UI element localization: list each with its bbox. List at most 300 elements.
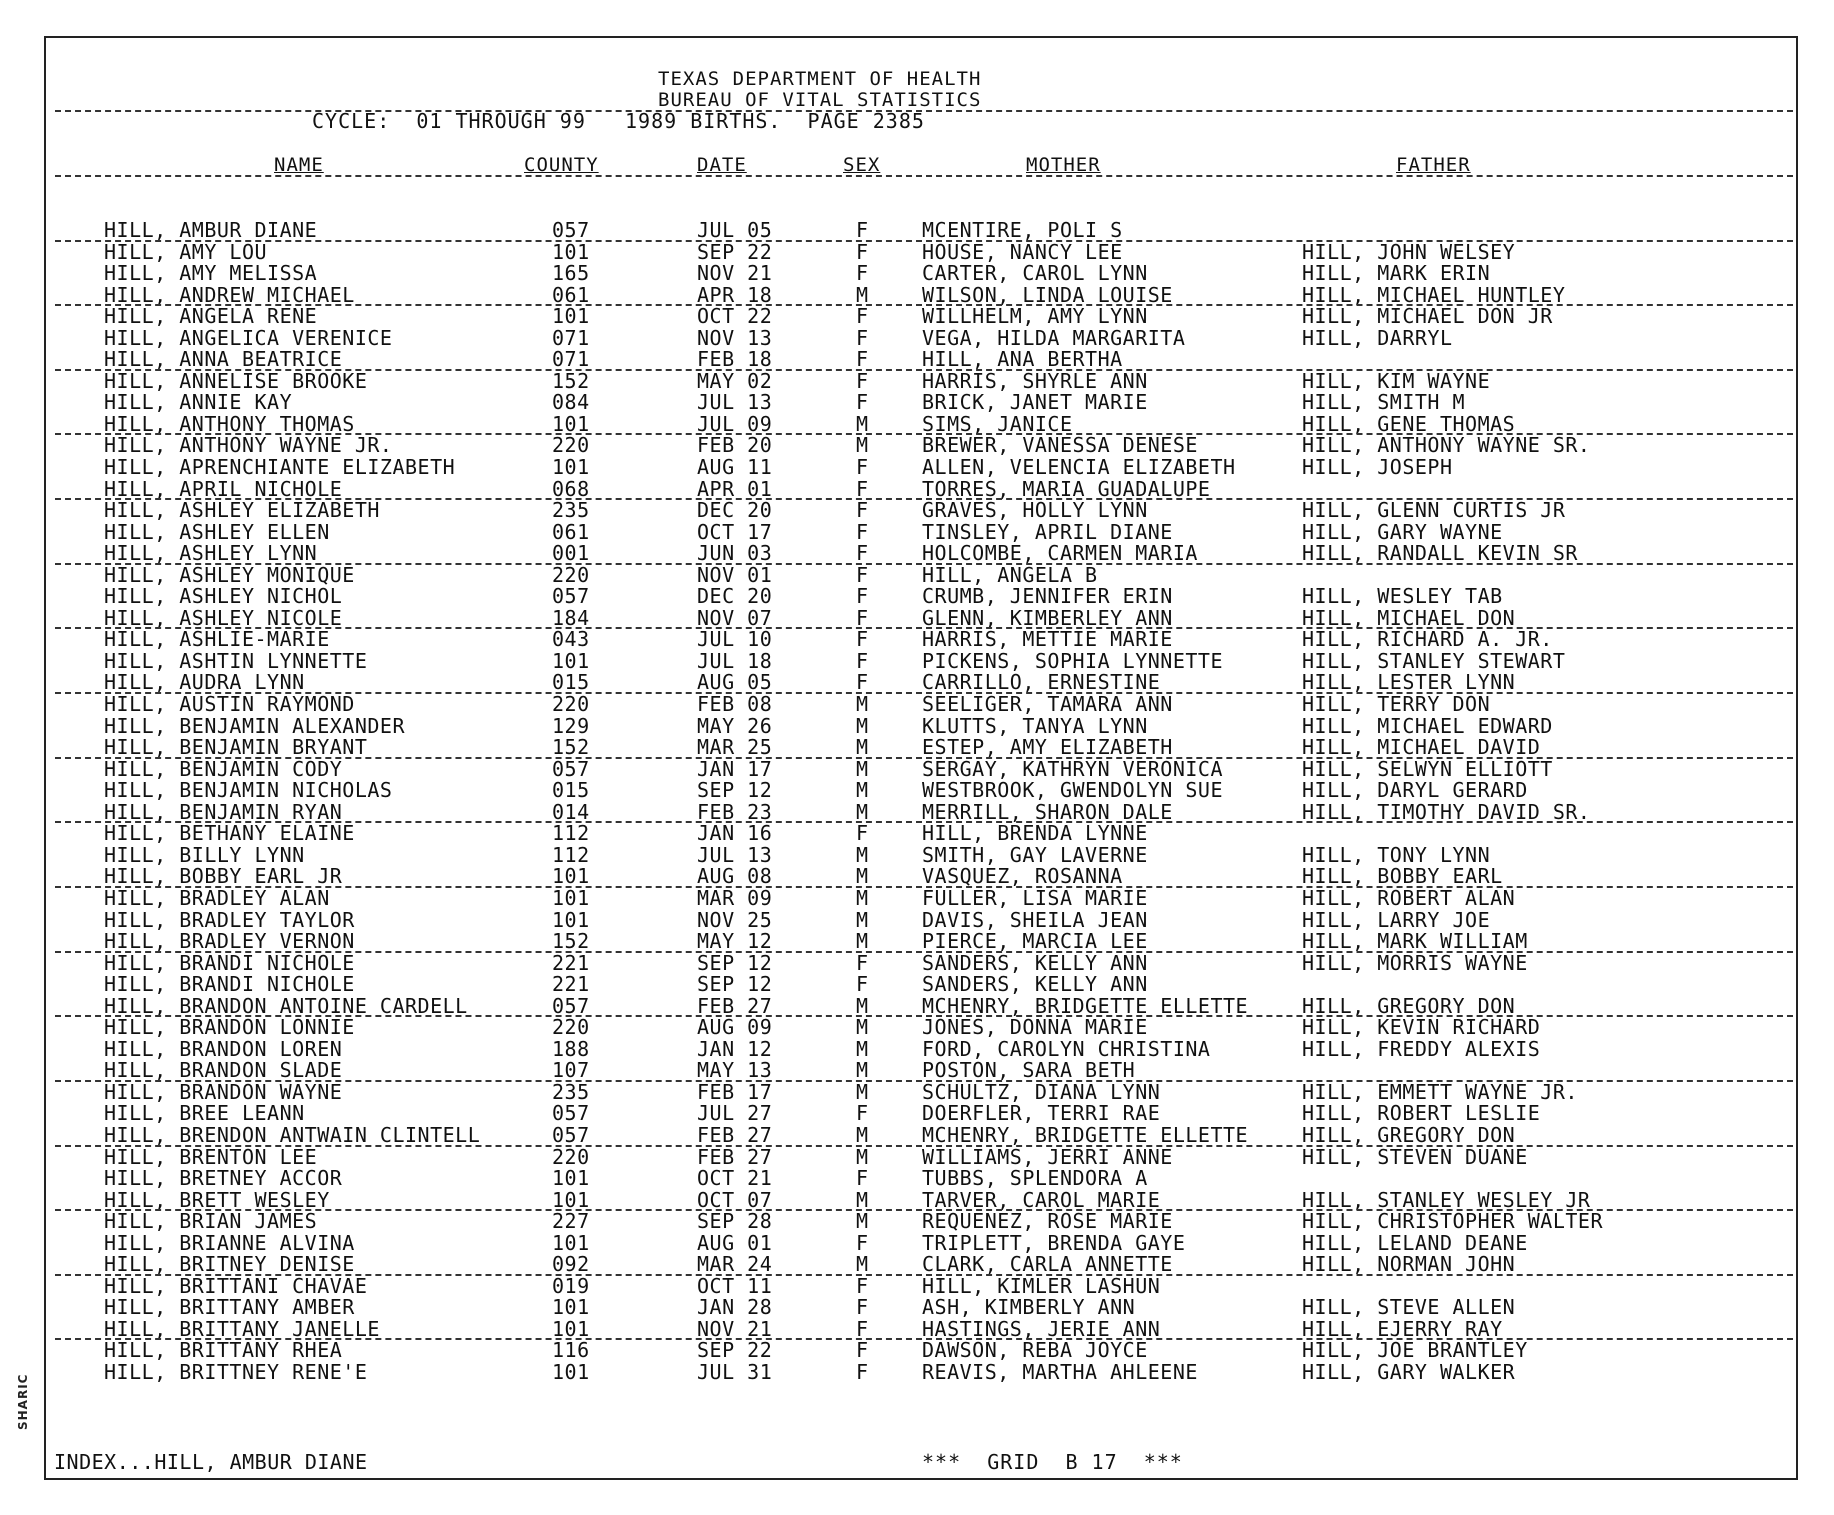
cell-sex: M bbox=[856, 692, 869, 717]
cell-date: MAR 25 bbox=[697, 735, 773, 760]
cell-mother: MCENTIRE, POLI S bbox=[922, 218, 1123, 242]
cell-mother: FULLER, LISA MARIE bbox=[922, 885, 1148, 910]
table-row bbox=[0, 737, 1834, 759]
cell-father: HILL, TIMOTHY DAVID SR. bbox=[1302, 799, 1591, 824]
table-row bbox=[0, 1079, 1834, 1104]
cell-sex: F bbox=[856, 670, 869, 695]
cell-name: HILL, AMY LOU bbox=[104, 239, 268, 264]
cell-sex: F bbox=[856, 239, 869, 264]
column-header-father: FATHER bbox=[1396, 154, 1471, 176]
cell-county: 014 bbox=[552, 799, 590, 824]
cell-name: HILL, BRADLEY ALAN bbox=[104, 885, 330, 910]
table-row bbox=[0, 885, 1834, 910]
cell-father: HILL, WESLEY TAB bbox=[1302, 584, 1503, 609]
cell-father: HILL, LARRY JOE bbox=[1302, 907, 1491, 932]
cell-name: HILL, AMY MELISSA bbox=[104, 261, 318, 286]
cell-sex: F bbox=[856, 476, 869, 501]
cell-county: 101 bbox=[552, 885, 590, 910]
table-row bbox=[0, 629, 1834, 651]
cell-date: FEB 17 bbox=[697, 1079, 773, 1104]
cell-date: APR 18 bbox=[697, 282, 773, 307]
table-row bbox=[0, 993, 1834, 1018]
cell-county: 227 bbox=[552, 1209, 590, 1234]
cell-county: 101 bbox=[552, 1187, 590, 1212]
cell-name: HILL, BRETT WESLEY bbox=[104, 1187, 330, 1212]
table-row bbox=[0, 306, 1834, 328]
cell-father: HILL, JOHN WELSEY bbox=[1302, 239, 1516, 264]
cell-date: JUL 13 bbox=[697, 842, 773, 867]
cell-county: 101 bbox=[552, 864, 590, 889]
cell-mother: WILLHELM, AMY LYNN bbox=[922, 304, 1148, 329]
cell-county: 220 bbox=[552, 562, 590, 587]
cell-date: MAY 02 bbox=[697, 368, 773, 393]
table-row bbox=[0, 1297, 1834, 1319]
cell-mother: WILLIAMS, JERRI ANNE bbox=[922, 1144, 1173, 1169]
table-row bbox=[0, 1017, 1834, 1039]
side-label: SHARIC bbox=[16, 1373, 30, 1430]
cell-father: HILL, GLENN CURTIS JR bbox=[1302, 498, 1566, 523]
cell-county: 071 bbox=[552, 325, 590, 350]
cell-sex: F bbox=[856, 1101, 869, 1126]
cell-sex: M bbox=[856, 993, 869, 1018]
table-row bbox=[0, 457, 1834, 479]
cell-sex: M bbox=[856, 1209, 869, 1234]
cell-mother: SANDERS, KELLY ANN bbox=[922, 950, 1148, 975]
cell-father: HILL, LESTER LYNN bbox=[1302, 670, 1516, 695]
cell-date: FEB 08 bbox=[697, 692, 773, 717]
cell-date: APR 01 bbox=[697, 476, 773, 501]
cell-mother: GRAVES, HOLLY LYNN bbox=[922, 498, 1148, 523]
cell-name: HILL, BILLY LYNN bbox=[104, 842, 305, 867]
cell-father: HILL, DARYL GERARD bbox=[1302, 778, 1528, 803]
cell-name: HILL, ASHLEY NICHOL bbox=[104, 584, 343, 609]
cell-county: 112 bbox=[552, 842, 590, 867]
cell-date: MAY 26 bbox=[697, 713, 773, 738]
cell-father: HILL, SMITH M bbox=[1302, 390, 1466, 415]
cell-mother: TRIPLETT, BRENDA GAYE bbox=[922, 1230, 1186, 1255]
cell-county: 015 bbox=[552, 670, 590, 695]
cell-name: HILL, ANTHONY WAYNE JR. bbox=[104, 433, 393, 458]
cell-mother: HOUSE, NANCY LEE bbox=[922, 239, 1123, 264]
cell-county: 101 bbox=[552, 1316, 590, 1341]
cell-name: HILL, BRADLEY TAYLOR bbox=[104, 907, 355, 932]
cell-sex: M bbox=[856, 799, 869, 824]
cell-name: HILL, BRITNEY DENISE bbox=[104, 1252, 355, 1277]
cell-name: HILL, ASHLEY ELIZABETH bbox=[104, 498, 380, 523]
cell-county: 220 bbox=[552, 692, 590, 717]
cell-name: HILL, ANNELISE BROOKE bbox=[104, 368, 368, 393]
table-row bbox=[0, 1230, 1834, 1255]
cell-mother: REAVIS, MARTHA AHLEENE bbox=[922, 1359, 1198, 1384]
cell-county: 112 bbox=[552, 821, 590, 846]
cell-county: 057 bbox=[552, 584, 590, 609]
cell-mother: FORD, CAROLYN CHRISTINA bbox=[922, 1036, 1211, 1061]
cell-sex: F bbox=[856, 584, 869, 609]
cell-date: JUL 31 bbox=[697, 1359, 773, 1384]
cell-date: JUL 13 bbox=[697, 390, 773, 415]
cell-father: HILL, MICHAEL HUNTLEY bbox=[1302, 282, 1566, 307]
cell-date: SEP 12 bbox=[697, 950, 773, 975]
table-row bbox=[0, 239, 1834, 264]
cell-father: HILL, STEVEN DUANE bbox=[1302, 1144, 1528, 1169]
cell-name: HILL, BRIANNE ALVINA bbox=[104, 1230, 355, 1255]
cell-father: HILL, NORMAN JOHN bbox=[1302, 1252, 1516, 1277]
cell-father: HILL, EJERRY RAY bbox=[1302, 1316, 1503, 1341]
cell-mother: CLARK, CARLA ANNETTE bbox=[922, 1252, 1173, 1277]
cell-mother: TARVER, CAROL MARIE bbox=[922, 1187, 1161, 1212]
cell-father: HILL, TONY LYNN bbox=[1302, 842, 1491, 867]
cell-sex: M bbox=[856, 1252, 869, 1277]
table-row bbox=[0, 263, 1834, 285]
cell-county: 152 bbox=[552, 368, 590, 393]
cell-county: 057 bbox=[552, 1101, 590, 1126]
table-row bbox=[0, 823, 1834, 845]
table-row bbox=[0, 672, 1834, 694]
cell-father: HILL, ROBERT LESLIE bbox=[1302, 1101, 1541, 1126]
cell-father: HILL, TERRY DON bbox=[1302, 692, 1491, 717]
cell-name: HILL, BRANDI NICHOLE bbox=[104, 950, 355, 975]
cell-sex: M bbox=[856, 1015, 869, 1040]
cell-name: HILL, BRITTANI CHAVAE bbox=[104, 1273, 368, 1298]
cell-mother: JONES, DONNA MARIE bbox=[922, 1015, 1148, 1040]
cell-mother: CRUMB, JENNIFER ERIN bbox=[922, 584, 1173, 609]
cell-date: NOV 07 bbox=[697, 605, 773, 630]
cell-name: HILL, AUSTIN RAYMOND bbox=[104, 692, 355, 717]
cell-mother: MCHENRY, BRIDGETTE ELLETTE bbox=[922, 993, 1249, 1018]
column-header-date: DATE bbox=[697, 154, 747, 176]
cell-sex: F bbox=[856, 519, 869, 544]
cell-date: MAY 13 bbox=[697, 1058, 773, 1083]
department-title: TEXAS DEPARTMENT OF HEALTH bbox=[658, 68, 982, 90]
cell-father: HILL, STANLEY STEWART bbox=[1302, 648, 1566, 673]
cell-sex: F bbox=[856, 821, 869, 846]
cell-sex: F bbox=[856, 218, 869, 242]
cell-name: HILL, BENJAMIN CODY bbox=[104, 756, 343, 781]
cell-mother: HOLCOMBE, CARMEN MARIA bbox=[922, 541, 1198, 566]
cell-county: 057 bbox=[552, 756, 590, 781]
cell-name: HILL, BRITTANY AMBER bbox=[104, 1295, 355, 1320]
cell-sex: M bbox=[856, 1144, 869, 1169]
cell-date: JUL 27 bbox=[697, 1101, 773, 1126]
table-row bbox=[0, 476, 1834, 501]
cell-date: AUG 09 bbox=[697, 1015, 773, 1040]
cell-county: 071 bbox=[552, 347, 590, 372]
cell-sex: M bbox=[856, 1058, 869, 1083]
cell-sex: F bbox=[856, 1316, 869, 1341]
cell-date: FEB 20 bbox=[697, 433, 773, 458]
cell-date: FEB 27 bbox=[697, 993, 773, 1018]
cell-father: HILL, DARRYL bbox=[1302, 325, 1453, 350]
cell-name: HILL, ANNIE KAY bbox=[104, 390, 293, 415]
cell-county: 101 bbox=[552, 239, 590, 264]
cell-name: HILL, ASHLEY NICOLE bbox=[104, 605, 343, 630]
cell-sex: F bbox=[856, 972, 869, 997]
cell-date: OCT 21 bbox=[697, 1166, 773, 1191]
cell-father: HILL, STANLEY WESLEY JR bbox=[1302, 1187, 1591, 1212]
cell-sex: M bbox=[856, 282, 869, 307]
cell-father: HILL, SELWYN ELLIOTT bbox=[1302, 756, 1553, 781]
cell-date: NOV 21 bbox=[697, 1316, 773, 1341]
cell-name: HILL, ASHLEY ELLEN bbox=[104, 519, 330, 544]
cell-mother: ASH, KIMBERLY ANN bbox=[922, 1295, 1136, 1320]
cell-name: HILL, ASHLEY LYNN bbox=[104, 541, 318, 566]
table-row bbox=[0, 1359, 1834, 1384]
cell-mother: ALLEN, VELENCIA ELIZABETH bbox=[922, 455, 1236, 480]
cell-county: 235 bbox=[552, 498, 590, 523]
cell-sex: M bbox=[856, 1122, 869, 1147]
cell-mother: TORRES, MARIA GUADALUPE bbox=[922, 476, 1211, 501]
cell-name: HILL, ANGELA RENE bbox=[104, 304, 318, 329]
cell-father: HILL, FREDDY ALEXIS bbox=[1302, 1036, 1541, 1061]
cell-father: HILL, GREGORY DON bbox=[1302, 993, 1516, 1018]
cell-name: HILL, APRIL NICHOLE bbox=[104, 476, 343, 501]
cell-father: HILL, MICHAEL DON JR bbox=[1302, 304, 1553, 329]
cell-name: HILL, BRENDON ANTWAIN CLINTELL bbox=[104, 1122, 481, 1147]
cell-father: HILL, CHRISTOPHER WALTER bbox=[1302, 1209, 1603, 1234]
cell-father: HILL, MARK ERIN bbox=[1302, 261, 1491, 286]
cell-county: 220 bbox=[552, 1015, 590, 1040]
cell-name: HILL, BOBBY EARL JR bbox=[104, 864, 343, 889]
table-row bbox=[0, 931, 1834, 953]
table-row bbox=[0, 349, 1834, 371]
column-header-name: NAME bbox=[274, 154, 324, 176]
cell-county: 061 bbox=[552, 519, 590, 544]
cell-date: SEP 12 bbox=[697, 778, 773, 803]
table-row bbox=[0, 1144, 1834, 1169]
table-row bbox=[0, 907, 1834, 932]
cell-mother: DAWSON, REBA JOYCE bbox=[922, 1338, 1148, 1363]
cell-sex: M bbox=[856, 778, 869, 803]
cell-date: AUG 08 bbox=[697, 864, 773, 889]
cell-mother: SIMS, JANICE bbox=[922, 411, 1073, 436]
cell-date: FEB 18 bbox=[697, 347, 773, 372]
cell-date: MAY 12 bbox=[697, 929, 773, 954]
cell-sex: M bbox=[856, 756, 869, 781]
cell-county: 019 bbox=[552, 1273, 590, 1298]
table-row bbox=[0, 1103, 1834, 1125]
cell-mother: TINSLEY, APRIL DIANE bbox=[922, 519, 1173, 544]
cell-mother: SMITH, GAY LAVERNE bbox=[922, 842, 1148, 867]
cell-county: 188 bbox=[552, 1036, 590, 1061]
cell-mother: HILL, ANGELA B bbox=[922, 562, 1098, 587]
cell-county: 220 bbox=[552, 1144, 590, 1169]
cell-county: 184 bbox=[552, 605, 590, 630]
table-row bbox=[0, 713, 1834, 738]
table-row bbox=[0, 411, 1834, 436]
cell-name: HILL, ASHTIN LYNNETTE bbox=[104, 648, 368, 673]
cell-county: 057 bbox=[552, 218, 590, 242]
cell-date: JUL 18 bbox=[697, 648, 773, 673]
cell-date: NOV 01 bbox=[697, 562, 773, 587]
cell-date: JAN 16 bbox=[697, 821, 773, 846]
cell-county: 129 bbox=[552, 713, 590, 738]
table-row bbox=[0, 866, 1834, 888]
cell-mother: MCHENRY, BRIDGETTE ELLETTE bbox=[922, 1122, 1249, 1147]
cell-mother: HILL, ANA BERTHA bbox=[922, 347, 1123, 372]
cell-sex: F bbox=[856, 1359, 869, 1384]
cell-father: HILL, GARY WALKER bbox=[1302, 1359, 1516, 1384]
cell-name: HILL, ANTHONY THOMAS bbox=[104, 411, 355, 436]
cell-father: HILL, LELAND DEANE bbox=[1302, 1230, 1528, 1255]
cell-date: JUL 05 bbox=[697, 218, 773, 242]
cell-county: 220 bbox=[552, 433, 590, 458]
cell-date: SEP 12 bbox=[697, 972, 773, 997]
cell-county: 235 bbox=[552, 1079, 590, 1104]
cell-county: 101 bbox=[552, 304, 590, 329]
cell-date: DEC 20 bbox=[697, 498, 773, 523]
cell-date: NOV 13 bbox=[697, 325, 773, 350]
cell-name: HILL, BRANDON LONNIE bbox=[104, 1015, 355, 1040]
cell-name: HILL, BREE LEANN bbox=[104, 1101, 305, 1126]
table-row bbox=[0, 1122, 1834, 1147]
cell-date: OCT 11 bbox=[697, 1273, 773, 1298]
cell-date: JAN 28 bbox=[697, 1295, 773, 1320]
cell-county: 101 bbox=[552, 648, 590, 673]
cell-mother: REQUENEZ, ROSE MARIE bbox=[922, 1209, 1173, 1234]
cell-father: HILL, RICHARD A. JR. bbox=[1302, 627, 1553, 652]
cell-sex: M bbox=[856, 433, 869, 458]
cell-date: AUG 01 bbox=[697, 1230, 773, 1255]
table-row bbox=[0, 562, 1834, 587]
column-header-rule bbox=[55, 175, 1793, 177]
cell-date: JUL 10 bbox=[697, 627, 773, 652]
cell-county: 101 bbox=[552, 1295, 590, 1320]
cell-mother: BREWER, VANESSA DENESE bbox=[922, 433, 1198, 458]
cell-date: JAN 12 bbox=[697, 1036, 773, 1061]
cell-mother: ESTEP, AMY ELIZABETH bbox=[922, 735, 1173, 760]
cell-date: MAR 24 bbox=[697, 1252, 773, 1277]
cell-mother: POSTON, SARA BETH bbox=[922, 1058, 1136, 1083]
cell-date: FEB 27 bbox=[697, 1122, 773, 1147]
table-row bbox=[0, 694, 1834, 716]
table-row bbox=[0, 325, 1834, 350]
cell-sex: F bbox=[856, 1166, 869, 1191]
cell-date: DEC 20 bbox=[697, 584, 773, 609]
cell-name: HILL, ANGELICA VERENICE bbox=[104, 325, 393, 350]
cell-sex: F bbox=[856, 1338, 869, 1363]
cell-sex: F bbox=[856, 304, 869, 329]
cell-father: HILL, JOE BRANTLEY bbox=[1302, 1338, 1528, 1363]
cell-name: HILL, BENJAMIN NICHOLAS bbox=[104, 778, 393, 803]
cell-mother: GLENN, KIMBERLEY ANN bbox=[922, 605, 1173, 630]
cell-father: HILL, JOSEPH bbox=[1302, 455, 1453, 480]
cell-county: 015 bbox=[552, 778, 590, 803]
table-row bbox=[0, 1168, 1834, 1190]
cell-name: HILL, BRANDON ANTOINE CARDELL bbox=[104, 993, 468, 1018]
cell-mother: HASTINGS, JERIE ANN bbox=[922, 1316, 1161, 1341]
cell-name: HILL, ASHLEY MONIQUE bbox=[104, 562, 355, 587]
cell-father: HILL, MORRIS WAYNE bbox=[1302, 950, 1528, 975]
column-header-sex: SEX bbox=[843, 154, 881, 176]
table-row bbox=[0, 1187, 1834, 1212]
cell-name: HILL, BRANDON SLADE bbox=[104, 1058, 343, 1083]
cell-mother: HARRIS, SHYRLE ANN bbox=[922, 368, 1148, 393]
cell-county: 057 bbox=[552, 993, 590, 1018]
cell-county: 101 bbox=[552, 455, 590, 480]
cell-date: SEP 22 bbox=[697, 1338, 773, 1363]
cell-date: JUL 09 bbox=[697, 411, 773, 436]
cell-mother: HILL, KIMLER LASHUN bbox=[922, 1273, 1161, 1298]
cell-mother: MERRILL, SHARON DALE bbox=[922, 799, 1173, 824]
cell-mother: WILSON, LINDA LOUISE bbox=[922, 282, 1173, 307]
cell-county: 092 bbox=[552, 1252, 590, 1277]
table-row bbox=[0, 1340, 1834, 1362]
cell-date: NOV 21 bbox=[697, 261, 773, 286]
cycle-line: CYCLE: 01 THROUGH 99 1989 BIRTHS. PAGE 2385 bbox=[312, 109, 925, 133]
birth-records-table bbox=[0, 220, 1834, 1384]
cell-county: 116 bbox=[552, 1338, 590, 1363]
cell-sex: M bbox=[856, 842, 869, 867]
table-row bbox=[0, 220, 1834, 242]
column-header-county: COUNTY bbox=[524, 154, 599, 176]
cell-date: FEB 27 bbox=[697, 1144, 773, 1169]
table-row bbox=[0, 368, 1834, 393]
cell-father: HILL, ANTHONY WAYNE SR. bbox=[1302, 433, 1591, 458]
cell-father: HILL, KIM WAYNE bbox=[1302, 368, 1491, 393]
cell-name: HILL, BETHANY ELAINE bbox=[104, 821, 355, 846]
cell-sex: F bbox=[856, 1295, 869, 1320]
table-row bbox=[0, 1316, 1834, 1341]
cell-mother: CARRILLO, ERNESTINE bbox=[922, 670, 1161, 695]
cell-county: 101 bbox=[552, 907, 590, 932]
table-row bbox=[0, 1211, 1834, 1233]
cell-mother: BRICK, JANET MARIE bbox=[922, 390, 1148, 415]
cell-date: AUG 11 bbox=[697, 455, 773, 480]
cell-county: 001 bbox=[552, 541, 590, 566]
cell-date: OCT 17 bbox=[697, 519, 773, 544]
cell-father: HILL, STEVE ALLEN bbox=[1302, 1295, 1516, 1320]
cell-county: 152 bbox=[552, 735, 590, 760]
cell-date: JUN 03 bbox=[697, 541, 773, 566]
index-footer: INDEX...HILL, AMBUR DIANE bbox=[54, 1450, 368, 1474]
cell-name: HILL, ANDREW MICHAEL bbox=[104, 282, 355, 307]
table-row bbox=[0, 392, 1834, 414]
table-row bbox=[0, 950, 1834, 975]
cell-mother: VEGA, HILDA MARGARITA bbox=[922, 325, 1186, 350]
cell-name: HILL, BRITTANY JANELLE bbox=[104, 1316, 380, 1341]
table-row bbox=[0, 605, 1834, 630]
table-row bbox=[0, 974, 1834, 996]
cell-county: 107 bbox=[552, 1058, 590, 1083]
cell-date: NOV 25 bbox=[697, 907, 773, 932]
cell-date: SEP 28 bbox=[697, 1209, 773, 1234]
cell-sex: M bbox=[856, 1036, 869, 1061]
cell-county: 043 bbox=[552, 627, 590, 652]
column-header-mother: MOTHER bbox=[1026, 154, 1101, 176]
table-row bbox=[0, 648, 1834, 673]
cell-father: HILL, GARY WAYNE bbox=[1302, 519, 1503, 544]
cell-county: 101 bbox=[552, 411, 590, 436]
cell-mother: DOERFLER, TERRI RAE bbox=[922, 1101, 1161, 1126]
cell-father: HILL, MARK WILLIAM bbox=[1302, 929, 1528, 954]
cell-sex: M bbox=[856, 713, 869, 738]
cell-name: HILL, BRENTON LEE bbox=[104, 1144, 318, 1169]
cell-county: 101 bbox=[552, 1359, 590, 1384]
cell-sex: M bbox=[856, 735, 869, 760]
cell-date: AUG 05 bbox=[697, 670, 773, 695]
cell-sex: F bbox=[856, 950, 869, 975]
cell-father: HILL, ROBERT ALAN bbox=[1302, 885, 1516, 910]
table-row bbox=[0, 586, 1834, 608]
table-row bbox=[0, 799, 1834, 824]
cell-father: HILL, MICHAEL DON bbox=[1302, 605, 1516, 630]
cell-father: HILL, MICHAEL EDWARD bbox=[1302, 713, 1553, 738]
cell-date: MAR 09 bbox=[697, 885, 773, 910]
bureau-title: BUREAU OF VITAL STATISTICS bbox=[658, 89, 982, 111]
cell-sex: F bbox=[856, 261, 869, 286]
cell-county: 152 bbox=[552, 929, 590, 954]
cell-date: SEP 22 bbox=[697, 239, 773, 264]
